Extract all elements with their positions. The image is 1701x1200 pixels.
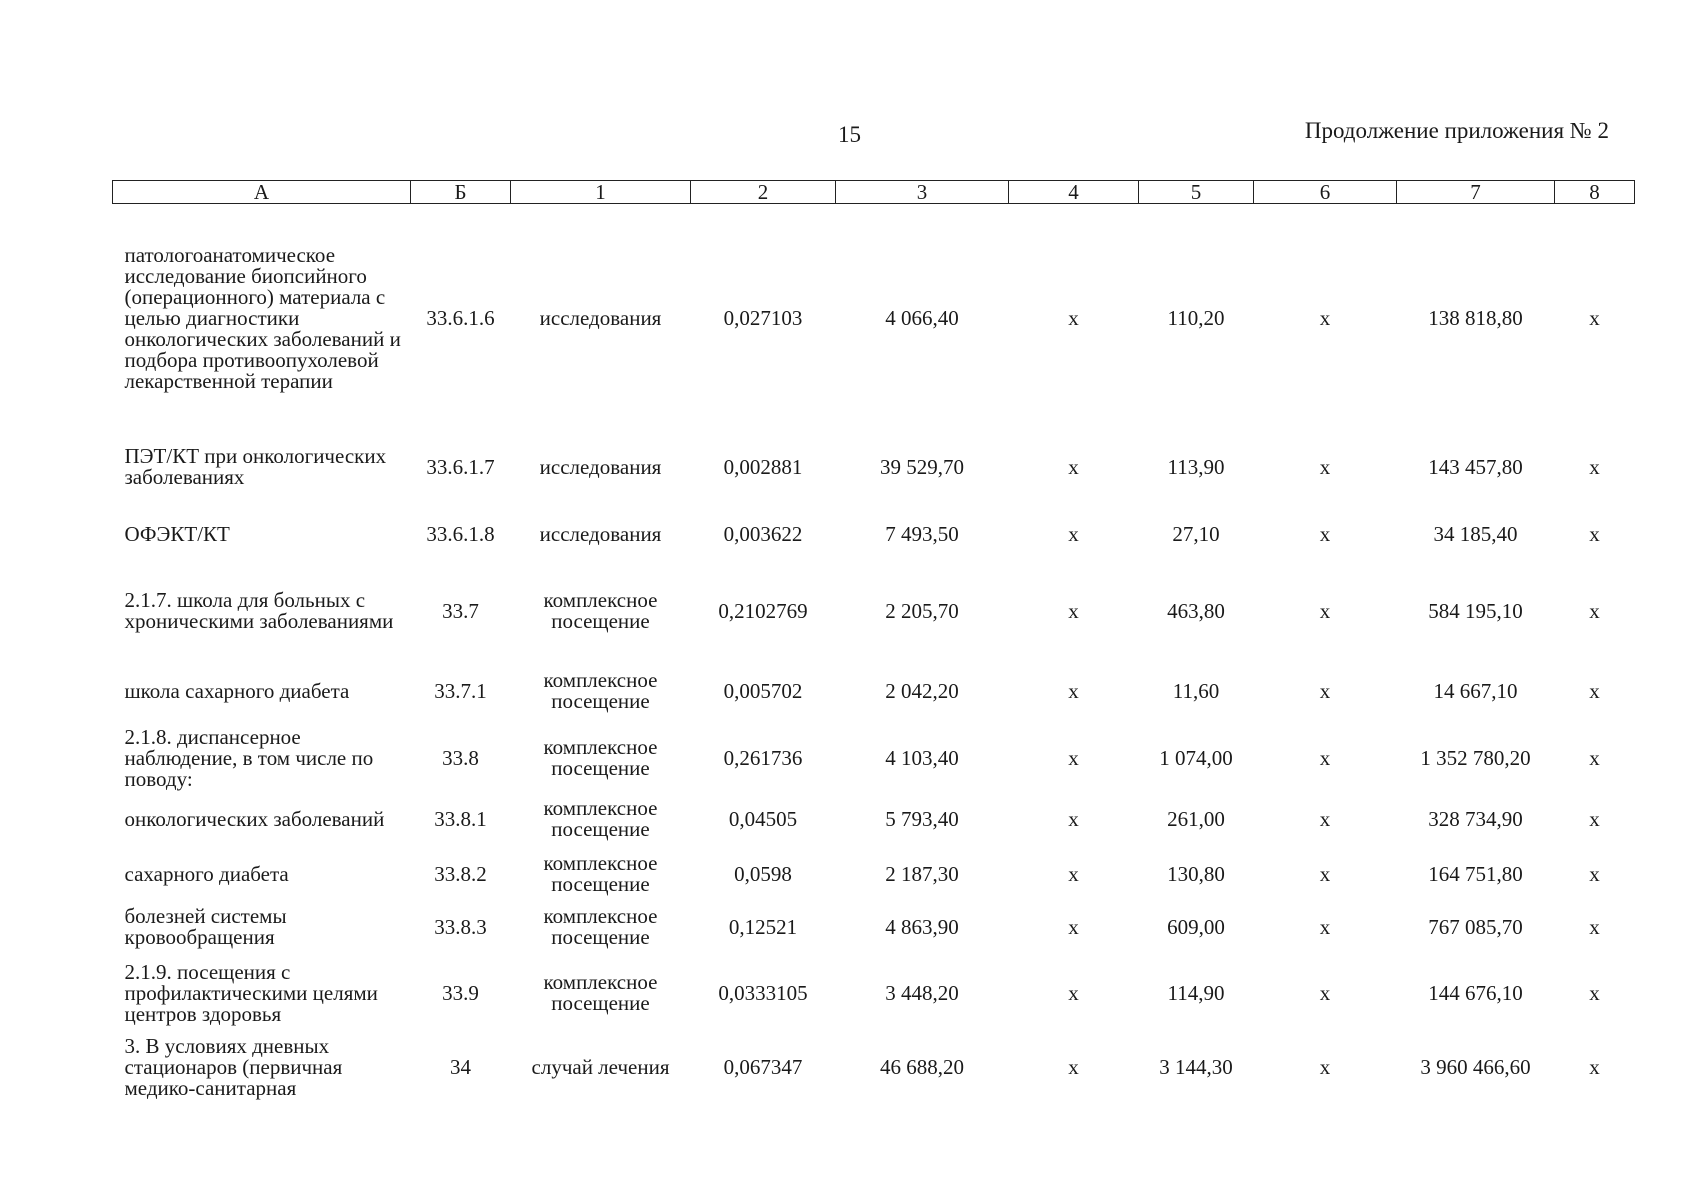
table-row [113,656,1635,726]
cell-value: 27,10 [1172,521,1220,546]
cell-code: 33.7 [442,598,479,623]
cell-value: 4 066,40 [885,305,959,330]
cell-unit: исследования [539,454,662,479]
cell-value: 2 187,30 [885,861,959,886]
cell-value: 0,002881 [723,454,803,479]
cell-value: 14 667,10 [1433,678,1518,703]
table-row [113,502,1635,566]
cell-code: 33.6.1.8 [426,521,495,546]
cell-value: 7 493,50 [885,521,959,546]
cell-value: 4 103,40 [885,745,959,770]
cell-value: х [1589,305,1600,330]
cell-value: х [1068,806,1079,831]
cell-name: сахарного диабета [124,861,289,886]
cell-name: 2.1.7. школа для больных с хроническими заболеваниями [124,588,394,633]
cell-value: х [1319,305,1331,330]
cell-value: 0,003622 [723,521,803,546]
cell-name: 2.1.9. посещения с профилактическими целями центров здоровья [124,959,378,1026]
cell-value: 328 734,90 [1428,806,1523,831]
column-header: 3 [836,181,1009,204]
table-row [113,900,1635,954]
cell-value: х [1589,980,1600,1005]
cell-unit: комплексное посещение [543,851,658,896]
cell-value: 143 457,80 [1428,454,1523,479]
cell-value: х [1319,914,1331,939]
cell-value: 0,067347 [723,1054,803,1079]
cell-value: 3 960 466,60 [1420,1054,1531,1079]
column-header: 8 [1555,181,1635,204]
cell-code: 33.8 [442,745,479,770]
cell-value: 4 863,90 [885,914,959,939]
cell-code: 33.8.3 [434,914,487,939]
table-row [113,848,1635,900]
cell-code: 33.6.1.7 [426,454,495,479]
cell-value: х [1589,678,1600,703]
cell-code: 33.9 [442,980,479,1005]
cell-value: х [1068,914,1079,939]
cell-unit: комплексное посещение [543,588,658,633]
column-header: Б [411,181,511,204]
cell-unit: комплексное посещение [543,735,658,780]
cell-value: 144 676,10 [1428,980,1523,1005]
column-header: 2 [691,181,836,204]
cell-value: х [1589,1054,1600,1079]
cell-value: х [1068,861,1079,886]
cell-value: 0,005702 [723,678,803,703]
cell-value: 261,00 [1167,806,1225,831]
table-row [113,204,1635,433]
cell-value: 39 529,70 [880,454,964,479]
cell-value: 767 085,70 [1428,914,1523,939]
cell-code: 34 [450,1054,471,1079]
cell-value: х [1068,678,1079,703]
cell-name: онкологических заболеваний [124,806,385,831]
cell-unit: исследования [539,521,662,546]
cell-value: х [1319,678,1331,703]
cell-value: 0,027103 [723,305,803,330]
table-row [113,726,1635,790]
table-row [113,566,1635,656]
cell-value: 0,261736 [723,745,803,770]
cell-value: 2 042,20 [885,678,959,703]
cell-value: 46 688,20 [880,1054,964,1079]
cell-value: х [1068,745,1079,770]
cell-unit: исследования [539,305,662,330]
cell-value: 0,0598 [734,861,792,886]
cell-value: х [1589,454,1600,479]
cell-code: 33.7.1 [434,678,487,703]
cell-value: 130,80 [1167,861,1225,886]
cell-value: 3 448,20 [885,980,959,1005]
page-number: 15 [838,122,861,147]
cell-value: 609,00 [1167,914,1225,939]
cell-value: х [1589,861,1600,886]
cell-value: х [1589,806,1600,831]
table-row [113,1032,1635,1102]
cell-value: 114,90 [1167,980,1225,1005]
column-header: 1 [511,181,691,204]
cell-value: 138 818,80 [1428,305,1523,330]
cell-unit: случай лечения [531,1054,670,1079]
cell-value: х [1589,914,1600,939]
cell-name: ОФЭКТ/КТ [124,521,230,546]
cell-value: х [1589,745,1600,770]
cell-name: 3. В условиях дневных стационаров (первичная медико-санитарная [124,1033,343,1100]
cell-value: х [1319,454,1331,479]
table-row [113,790,1635,848]
cell-value: х [1068,598,1079,623]
cell-name: патологоанатомическое исследование биопсийного (операционного) материала с целью диагностики онкологических заболеваний и подбора противоопухолевой лекарственной терапии [124,242,401,393]
cell-value: 5 793,40 [885,806,959,831]
cell-value: х [1319,980,1331,1005]
cell-name: болезней системы кровообращения [124,904,287,949]
cell-value: 2 205,70 [885,598,959,623]
cell-name: школа сахарного диабета [124,678,350,703]
table-row [113,432,1635,502]
cell-value: 3 144,30 [1159,1054,1233,1079]
cell-value: 110,20 [1167,305,1225,330]
cell-value: 0,04505 [728,806,798,831]
appendix-table [112,180,1635,1102]
cell-code: 33.8.1 [434,806,487,831]
cell-value: 34 185,40 [1433,521,1518,546]
cell-unit: комплексное посещение [543,970,658,1015]
cell-value: х [1068,980,1079,1005]
column-header-row [113,181,1635,204]
column-header: А [113,181,411,204]
cell-code: 33.6.1.6 [426,305,495,330]
cell-value: х [1068,454,1079,479]
cell-unit: комплексное посещение [543,904,658,949]
cell-value: 1 074,00 [1159,745,1233,770]
cell-value: 0,2102769 [718,598,808,623]
cell-value: х [1319,1054,1331,1079]
cell-value: х [1319,745,1331,770]
column-header: 6 [1254,181,1397,204]
cell-value: 164 751,80 [1428,861,1523,886]
appendix-note: Продолжение приложения № 2 [1304,118,1609,143]
cell-value: х [1068,521,1079,546]
cell-value: 11,60 [1172,678,1220,703]
cell-value: 463,80 [1167,598,1225,623]
cell-value: х [1319,806,1331,831]
cell-name: ПЭТ/КТ при онкологических заболеваниях [124,444,387,489]
column-header: 4 [1009,181,1139,204]
cell-value: 584 195,10 [1428,598,1523,623]
cell-value: 1 352 780,20 [1420,745,1531,770]
cell-value: х [1589,521,1600,546]
cell-value: 0,0333105 [718,980,808,1005]
cell-code: 33.8.2 [434,861,487,886]
table-row [113,954,1635,1032]
cell-value: 0,12521 [728,914,798,939]
cell-value: х [1319,861,1331,886]
cell-unit: комплексное посещение [543,668,658,713]
cell-name: 2.1.8. диспансерное наблюдение, в том числе по поводу: [124,724,374,791]
column-header: 7 [1397,181,1555,204]
cell-unit: комплексное посещение [543,796,658,841]
cell-value: х [1068,1054,1079,1079]
column-header: 5 [1139,181,1254,204]
cell-value: х [1319,521,1331,546]
cell-value: х [1068,305,1079,330]
cell-value: 113,90 [1167,454,1225,479]
cell-value: х [1589,598,1600,623]
cell-value: х [1319,598,1331,623]
